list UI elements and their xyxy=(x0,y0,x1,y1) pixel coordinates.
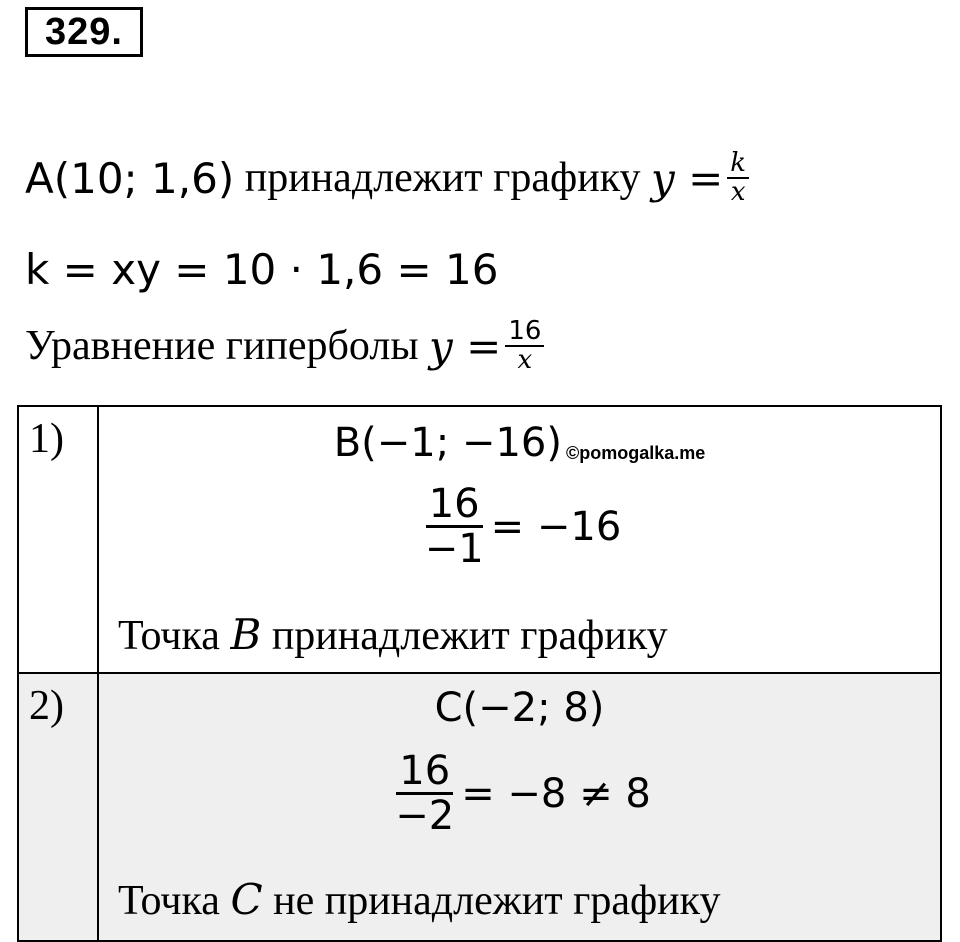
k-calculation-line xyxy=(25,245,498,294)
function-lhs: y = xyxy=(651,153,724,203)
conclusion-suffix: принадлежит графику xyxy=(261,613,668,659)
conclusion-prefix: Точка xyxy=(118,878,231,924)
table-row xyxy=(18,406,941,673)
conclusion-b xyxy=(100,610,668,660)
point-b: B(−1; −16) xyxy=(333,420,562,466)
given-point: A(10; 1,6) xyxy=(25,153,235,203)
check-c-line xyxy=(100,750,939,837)
point-b-line xyxy=(100,420,939,466)
point-c-line xyxy=(100,685,939,731)
row-index: 2) xyxy=(18,673,98,941)
fraction-denominator: x xyxy=(517,345,533,376)
hyperbola-fraction xyxy=(505,318,544,375)
fraction-numerator: 16 xyxy=(505,318,544,347)
solution-table xyxy=(17,405,942,942)
given-point-line xyxy=(25,150,753,207)
check-b-fraction xyxy=(422,483,487,570)
conclusion-variable: C xyxy=(230,875,263,924)
fraction-numerator: k xyxy=(727,150,749,179)
conclusion-suffix: не принадлежит графику xyxy=(262,878,721,924)
row-index: 1) xyxy=(18,406,98,673)
check-b-result: = −16 xyxy=(490,503,622,550)
check-c-fraction xyxy=(392,750,457,837)
conclusion-c xyxy=(100,875,720,925)
given-text: принадлежит графику xyxy=(234,155,652,202)
problem-number: 329. xyxy=(25,7,143,57)
hyperbola-text: Уравнение гиперболы xyxy=(25,323,430,370)
check-c-result: = −8 ≠ 8 xyxy=(461,770,651,817)
hyperbola-lhs: y = xyxy=(429,321,502,371)
check-b-line xyxy=(100,483,939,570)
fraction-denominator: −2 xyxy=(395,793,455,839)
conclusion-variable: B xyxy=(230,610,262,659)
hyperbola-equation-line xyxy=(25,318,548,375)
table-row xyxy=(18,673,941,941)
watermark: ©pomogalka.me xyxy=(565,443,706,463)
row-content xyxy=(98,673,941,941)
k-calculation: k = xy = 10 · 1,6 = 16 xyxy=(25,245,499,294)
fraction-numerator: 16 xyxy=(426,483,483,528)
conclusion-prefix: Точка xyxy=(118,613,231,659)
point-c: C(−2; 8) xyxy=(434,685,605,731)
fraction-denominator: x xyxy=(730,177,746,208)
fraction-numerator: 16 xyxy=(396,750,453,795)
row-content xyxy=(98,406,941,673)
fraction-denominator: −1 xyxy=(424,526,484,572)
function-fraction xyxy=(727,150,749,207)
